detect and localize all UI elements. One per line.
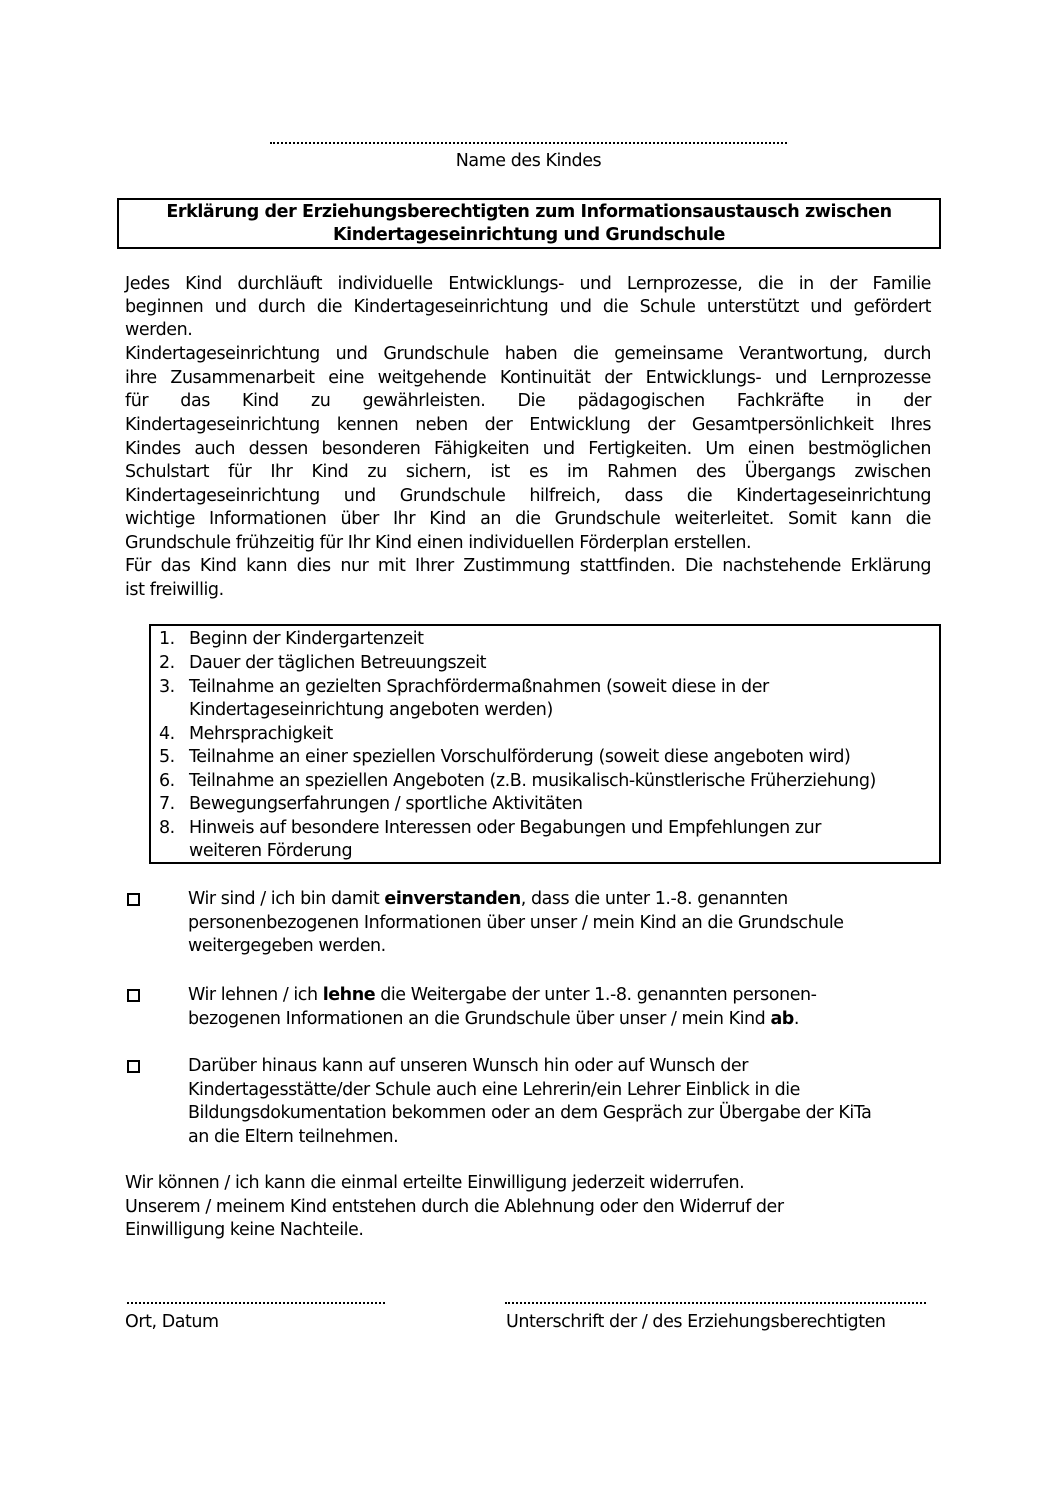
item-number: 3.	[159, 677, 175, 697]
item-number: 5.	[159, 747, 175, 767]
option-line	[188, 888, 788, 912]
info-list-item	[159, 746, 850, 770]
intro-line: Kindertageseinrichtung und Grundschule haben die gemeinsame Verantwortung, durch	[125, 344, 931, 364]
consent-checkbox[interactable]	[127, 893, 140, 906]
intro-line: wichtige Informationen über Ihr Kind an die Grundschule weiterleitet. Somit kann die	[125, 509, 931, 529]
intro-line: ihre Zusammenarbeit eine weitgehende Kontinuität der Entwicklungs- und Lernprozesse	[125, 368, 931, 388]
decline-checkbox[interactable]	[127, 989, 140, 1002]
info-list-item	[159, 676, 769, 700]
info-list-item-continuation: Kindertageseinrichtung angeboten werden)	[189, 700, 553, 720]
intro-line: Jedes Kind durchläuft individuelle Entwicklungs- und Lernprozesse, die in der Familie	[125, 274, 931, 294]
info-list-item	[159, 817, 821, 841]
child-name-field[interactable]	[270, 142, 787, 144]
intro-line: Schulstart für Ihr Kind zu sichern, ist es im Rahmen des Übergangs zwischen	[125, 462, 931, 482]
info-list-item-continuation: weiteren Förderung	[189, 841, 353, 861]
option-line: Kindertagesstätte/der Schule auch eine Lehrerin/ein Lehrer Einblick in die	[188, 1080, 800, 1100]
item-number: 2.	[159, 653, 175, 673]
place-date-label: Ort, Datum	[125, 1312, 219, 1332]
option-emphasis: lehne	[322, 985, 376, 1005]
item-text: Dauer der täglichen Betreuungszeit	[189, 653, 487, 673]
item-text: Hinweis auf besondere Interessen oder Begabungen und Empfehlungen zur	[189, 818, 822, 838]
info-list-item	[159, 723, 333, 747]
item-number: 8.	[159, 818, 175, 838]
item-text: Mehrsprachigkeit	[189, 724, 333, 744]
signature-field[interactable]	[505, 1302, 926, 1304]
item-text: Teilnahme an einer speziellen Vorschulförderung (soweit diese angeboten wird)	[189, 747, 851, 767]
closing-line: Einwilligung keine Nachteile.	[125, 1220, 364, 1240]
option-line: Bildungsdokumentation bekommen oder an dem Gespräch zur Übergabe der KiTa	[188, 1103, 872, 1123]
option-emphasis: ab	[770, 1009, 794, 1029]
item-text: Bewegungserfahrungen / sportliche Aktivitäten	[189, 794, 583, 814]
option-text: bezogenen Informationen an die Grundschule über unser / mein Kind	[188, 1009, 771, 1029]
item-text: Teilnahme an speziellen Angeboten (z.B. musikalisch-künstlerische Früherziehung)	[189, 771, 876, 791]
intro-line: Kindertageseinrichtung kennen neben der Entwicklung der Gesamtpersönlichkeit Ihres	[125, 415, 931, 435]
signature-label: Unterschrift der / des Erziehungsberechtigten	[506, 1312, 886, 1332]
item-number: 6.	[159, 771, 175, 791]
item-text: Teilnahme an gezielten Sprachfördermaßnahmen (soweit diese in der	[189, 677, 769, 697]
option-line: weitergegeben werden.	[188, 936, 386, 956]
additional-checkbox[interactable]	[127, 1060, 140, 1073]
item-text: Beginn der Kindergartenzeit	[189, 629, 424, 649]
title-box	[117, 198, 941, 249]
option-line	[188, 1008, 799, 1032]
intro-line: werden.	[125, 320, 193, 340]
item-number: 4.	[159, 724, 175, 744]
child-name-label: Name des Kindes	[455, 151, 602, 171]
option-text: die Weitergabe der unter 1.-8. genannten personen-	[375, 985, 817, 1005]
title-line-2: Kindertageseinrichtung und Grundschule	[332, 225, 726, 245]
closing-line: Wir können / ich kann die einmal erteilte Einwilligung jederzeit widerrufen.	[125, 1173, 745, 1193]
info-list-item	[159, 770, 876, 794]
intro-line: beginnen und durch die Kindertageseinrichtung und die Schule unterstützt und gefördert	[125, 297, 931, 317]
intro-line: für das Kind zu gewährleisten. Die pädagogischen Fachkräfte in der	[125, 391, 931, 411]
option-line: Darüber hinaus kann auf unseren Wunsch hin oder auf Wunsch der	[188, 1056, 748, 1076]
place-date-field[interactable]	[127, 1302, 385, 1304]
item-number: 7.	[159, 794, 175, 814]
option-text: Wir sind / ich bin damit	[188, 889, 385, 909]
closing-line: Unserem / meinem Kind entstehen durch die Ablehnung oder den Widerruf der	[125, 1197, 784, 1217]
option-emphasis: einverstanden	[384, 889, 521, 909]
info-list-item	[159, 628, 424, 652]
option-text: Wir lehnen / ich	[188, 985, 323, 1005]
intro-line: Kindertageseinrichtung und Grundschule hilfreich, dass die Kindertageseinrichtung	[125, 486, 931, 506]
info-list-item	[159, 793, 583, 817]
info-list-item	[159, 652, 486, 676]
option-text: .	[793, 1009, 800, 1029]
option-text: , dass die unter 1.-8. genannten	[520, 889, 788, 909]
intro-line: Grundschule frühzeitig für Ihr Kind einen individuellen Förderplan erstellen.	[125, 533, 752, 553]
item-number: 1.	[159, 629, 175, 649]
intro-line: Für das Kind kann dies nur mit Ihrer Zustimmung stattfinden. Die nachstehende Erklärung	[125, 556, 931, 576]
title-line-1: Erklärung der Erziehungsberechtigten zum Informationsaustausch zwischen	[166, 202, 892, 222]
option-line: an die Eltern teilnehmen.	[188, 1127, 399, 1147]
info-list-box	[149, 624, 941, 864]
option-line: personenbezogenen Informationen über unser / mein Kind an die Grundschule	[188, 913, 844, 933]
intro-line: Kindes auch dessen besonderen Fähigkeiten und Fertigkeiten. Um einen bestmöglichen	[125, 439, 931, 459]
intro-line: ist freiwillig.	[125, 580, 224, 600]
option-line	[188, 984, 817, 1008]
